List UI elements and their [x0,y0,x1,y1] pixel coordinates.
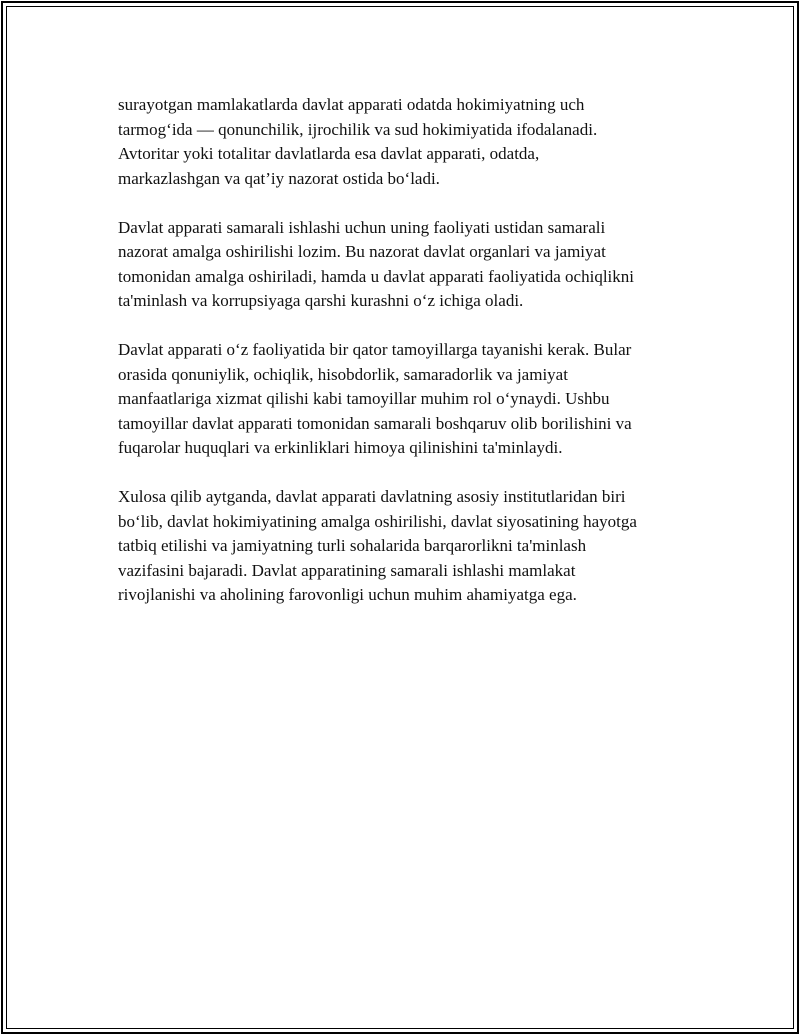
text-line: surayotgan mamlakatlarda davlat apparati odatda hokimiyatning uch [118,95,585,114]
text-line: ta'minlash va korrupsiyaga qarshi kurashni o‘z ichiga oladi. [118,291,524,310]
text-line: tomonidan amalga oshiriladi, hamda u davlat apparati faoliyatida ochiqlikni [118,266,634,286]
text-line: Davlat apparati o‘z faoliyatida bir qator tamoyillarga tayanishi kerak. Bular [118,340,632,359]
text-line: tatbiq etilishi va jamiyatning turli sohalarida barqarorlikni ta'minlash [118,536,587,555]
text-line: orasida qonuniylik, ochiqlik, hisobdorlik, samaradorlik va jamiyat [118,364,568,384]
text-line: rivojlanishi va aholining farovonligi uchun muhim ahamiyatga ega. [118,585,577,604]
paragraph-4 [118,485,698,608]
text-line: tarmog‘ida — qonunchilik, ijrochilik va sud hokimiyatida ifodalanadi. [118,119,598,139]
text-line: vazifasini bajaradi. Davlat apparatining samarali ishlashi mamlakat [118,560,576,580]
document-body [118,93,698,632]
paragraph-3 [118,338,698,461]
paragraph-2 [118,216,698,314]
paragraph-1 [118,93,698,191]
text-line: nazorat amalga oshirilishi lozim. Bu nazorat davlat organlari va jamiyat [118,242,606,261]
text-line: fuqarolar huquqlari va erkinliklari himoya qilinishini ta'minlaydi. [118,438,563,457]
text-line: tamoyillar davlat apparati tomonidan samarali boshqaruv olib borilishini va [118,413,632,433]
text-line: manfaatlariga xizmat qilishi kabi tamoyillar muhim rol o‘ynaydi. Ushbu [118,389,610,408]
text-line: Davlat apparati samarali ishlashi uchun uning faoliyati ustidan samarali [118,217,606,237]
text-line: markazlashgan va qat’iy nazorat ostida bo‘ladi. [118,168,440,188]
text-line: Xulosa qilib aytganda, davlat apparati davlatning asosiy institutlaridan biri [118,487,626,506]
text-line: bo‘lib, davlat hokimiyatining amalga oshirilishi, davlat siyosatining hayotga [118,511,637,531]
text-line: Avtoritar yoki totalitar davlatlarda esa davlat apparati, odatda, [118,144,540,163]
